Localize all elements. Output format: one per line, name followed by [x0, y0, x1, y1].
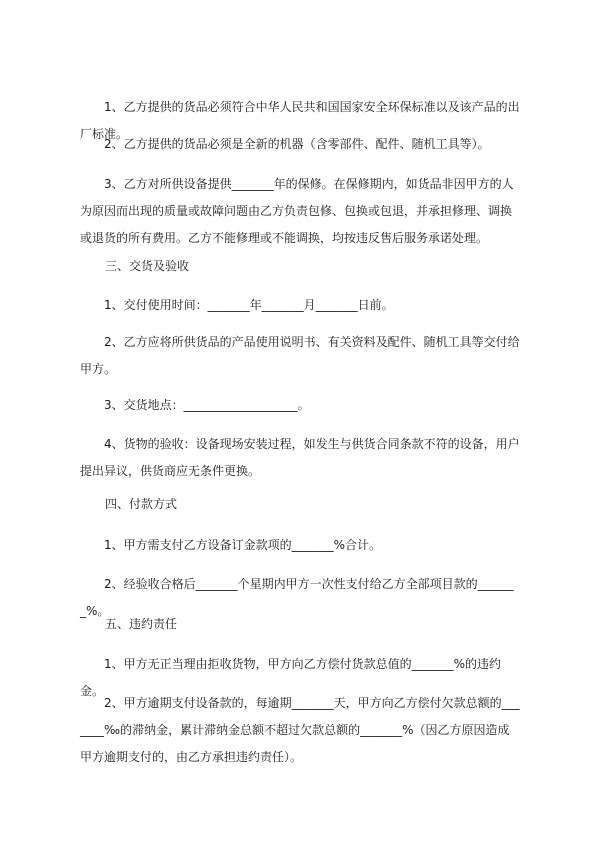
clause-full-payment-text: 2、经验收合格后_______个星期内甲方一次性支付给乙方全部项目款的_______%。 — [80, 577, 514, 618]
section-heading-liability: 五、违约责任 — [105, 617, 178, 631]
clause-new-machine-text: 2、乙方提供的货品必须是全新的机器（含零部件、配件、随机工具等）。 — [104, 137, 490, 151]
clause-warranty-text: 3、乙方对所供设备提供_______年的保修。在保修期内，如货品非因甲方的人为原因而出现的质量或故障问题由乙方负责包修、包换或包退，并承担修理、调换或退货的所有费用。乙方不能修理或不能调换，均按违反售后服务承诺处理。 — [80, 177, 514, 245]
section-heading-delivery: 三、交货及验收 — [105, 259, 190, 273]
clause-manuals-text: 2、乙方应将所供货品的产品使用说明书、有关资料及配件、随机工具等交付给甲方。 — [80, 335, 520, 376]
clause-late-payment-text: 2、甲方逾期支付设备款的，每逾期_______天，甲方向乙方偿付欠款总额的_______‰的滞纳金，累计滞纳金总额不超过欠款总额的_______%（因乙方原因造成甲方逾期支付的，由乙方承担违约责任）。 — [80, 696, 520, 764]
clause-late-payment — [80, 690, 520, 771]
clause-deposit — [80, 532, 520, 559]
clause-delivery-time — [80, 292, 520, 319]
section-heading-payment: 四、付款方式 — [105, 497, 178, 511]
clause-manuals — [80, 329, 520, 383]
clause-delivery-place-text: 3、交货地点：___________________。 — [104, 398, 310, 412]
clause-delivery-place — [80, 392, 520, 419]
clause-delivery-time-text: 1、交付使用时间：_______年_______月_______日前。 — [104, 298, 394, 312]
clause-rejection-penalty-text: 1、甲方无正当理由拒收货物，甲方向乙方偿付货款总值的_______%的违约金。 — [80, 657, 502, 698]
clause-acceptance-text: 4、货物的验收：设备现场安装过程，如发生与供货合同条款不符的设备，用户提出异议，供货商应无条件更换。 — [80, 437, 520, 478]
clause-warranty — [80, 171, 520, 252]
clause-quality-standard-text: 1、乙方提供的货品必须符合中华人民共和国国家安全环保标准以及该产品的出厂标准。 — [80, 100, 520, 141]
clause-acceptance — [80, 431, 520, 485]
clause-new-machine — [80, 131, 520, 158]
clause-deposit-text: 1、甲方需支付乙方设备订金款项的_______%合计。 — [104, 538, 382, 552]
